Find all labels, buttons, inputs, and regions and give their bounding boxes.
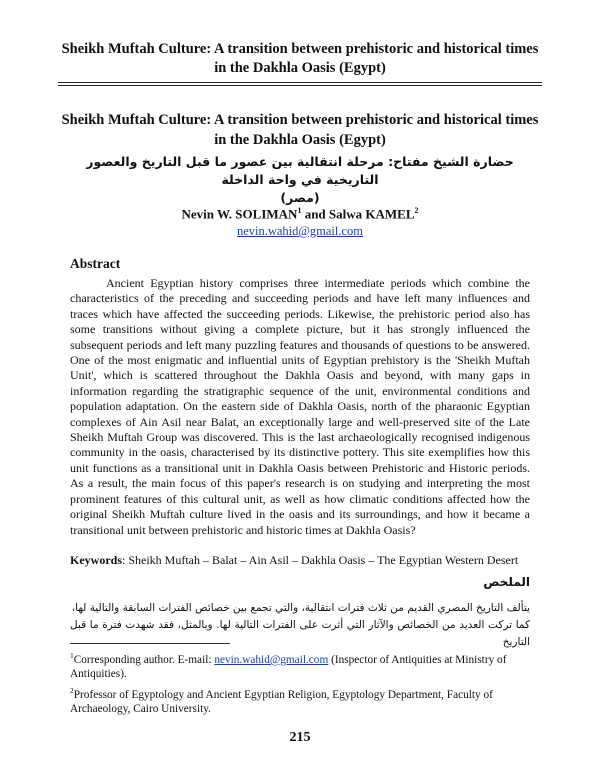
footnote-2-mark: 2 [70, 685, 74, 695]
paper-title-line-2: in the Dakhla Oasis (Egypt) [214, 132, 386, 148]
footnotes [70, 649, 532, 719]
keywords-line [70, 553, 540, 568]
author-affiliation-mark-1: 1 [297, 206, 302, 215]
arabic-abstract-line-1: يتألف التاريخ المصري القديم من ثلاث فترات انتقالية، والتي تجمع بين خصائص الفترات السابقة والتالية لها، [71, 602, 530, 614]
arabic-title [60, 153, 540, 207]
abstract-heading: Abstract [70, 256, 121, 271]
arabic-title-line-2: (مصر) [280, 190, 320, 205]
footnote-1-text: Corresponding author. E-mail: [73, 653, 215, 666]
running-header-line-2: in the Dakhla Oasis (Egypt) [214, 60, 386, 76]
footnote-1 [70, 649, 532, 682]
arabic-title-line-1: حضارة الشيخ مفتاح: مرحلة انتقالية بين عصور ما قبل التاريخ والعصور التاريخية في واحة الداخلة [86, 154, 514, 187]
abstract-body: Ancient Egyptian history comprises three intermediate periods which combine the characteristics of the preceding and succeeding periods and have left many influences and traces which have affected the succeeding periods. Likewise, the prehistoric period also has some transitions without giving a complete picture, but it has strongly influenced the subsequent periods and left many puzzling features and thousands of questions to be answered. One of the most enigmatic and influential units of Egyptian prehistory is the 'Sheikh Muftah Unit', which is scattered throughout the Dakhla Oasis and beyond, with many gaps in information regarding the stratigraphic sequence of the unit, environmental conditions and population adaptation. On the eastern side of Dakhla Oasis, north of the pharaonic Egyptian complexes of Ain Asil near Balat, an exceptionally large and well-preserved site of the Late Sheikh Muftah Group was discovered. This is the last archaeologically recognised indigenous community in the oasis, characterised by its distinctive pottery. This site exemplifies how this unit functions as a transitional unit in Dakhla Oasis between Prehistoric and Historic periods. As a result, the main focus of this paper's research is on studying and interpreting the most prominent features of this cultural unit, as well as how climatic conditions affected how the original Sheikh Muftah culture lived in the oasis and its surroundings, and how it became a transitional unit between prehistoric and historic times at Dakhla Oasis? [70, 276, 530, 537]
running-header [60, 40, 540, 78]
footnote-1-email-link[interactable]: nevin.wahid@gmail.com [214, 653, 329, 666]
author-email-line [60, 224, 540, 239]
paper-title-line-1: Sheikh Muftah Culture: A transition between prehistoric and historical times [61, 112, 539, 128]
author-email-link[interactable]: nevin.wahid@gmail.com [236, 224, 364, 238]
footnote-rule [70, 643, 230, 644]
paper-title [60, 110, 540, 150]
footnote-1-rest: (Inspector of Antiquities at Ministry of Antiquities). [70, 653, 507, 681]
keywords-text: : Sheikh Muftah – Balat – Ain Asil – Dakhla Oasis – The Egyptian Western Desert [122, 553, 519, 567]
author-name-2: Salwa KAMEL [328, 206, 415, 222]
keywords-label: Keywords [70, 553, 122, 567]
footnote-2-text: Professor of Egyptology and Ancient Egyptian Religion, Egyptology Department, Faculty of Archaeology, Cairo University. [70, 688, 493, 716]
running-header-line-1: Sheikh Muftah Culture: A transition between prehistoric and historical times [61, 41, 539, 57]
author-conjunction: and [301, 206, 329, 222]
author-name-1: Nevin W. SOLIMAN [181, 206, 298, 222]
header-rule [58, 82, 542, 86]
footnote-1-mark: 1 [70, 651, 74, 660]
arabic-abstract-line-2: كما تركت العديد من الخصائص والآثار التي أثرت على الفترات التالية لها. وبالمثل، فقد شهدت فترة ما قبل التاريخ [70, 619, 530, 648]
author-affiliation-mark-2: 2 [414, 206, 419, 215]
author-list [60, 203, 540, 222]
page-number: 215 [289, 730, 311, 745]
footnote-2 [70, 684, 532, 717]
arabic-abstract-heading: الملخص [483, 575, 530, 589]
